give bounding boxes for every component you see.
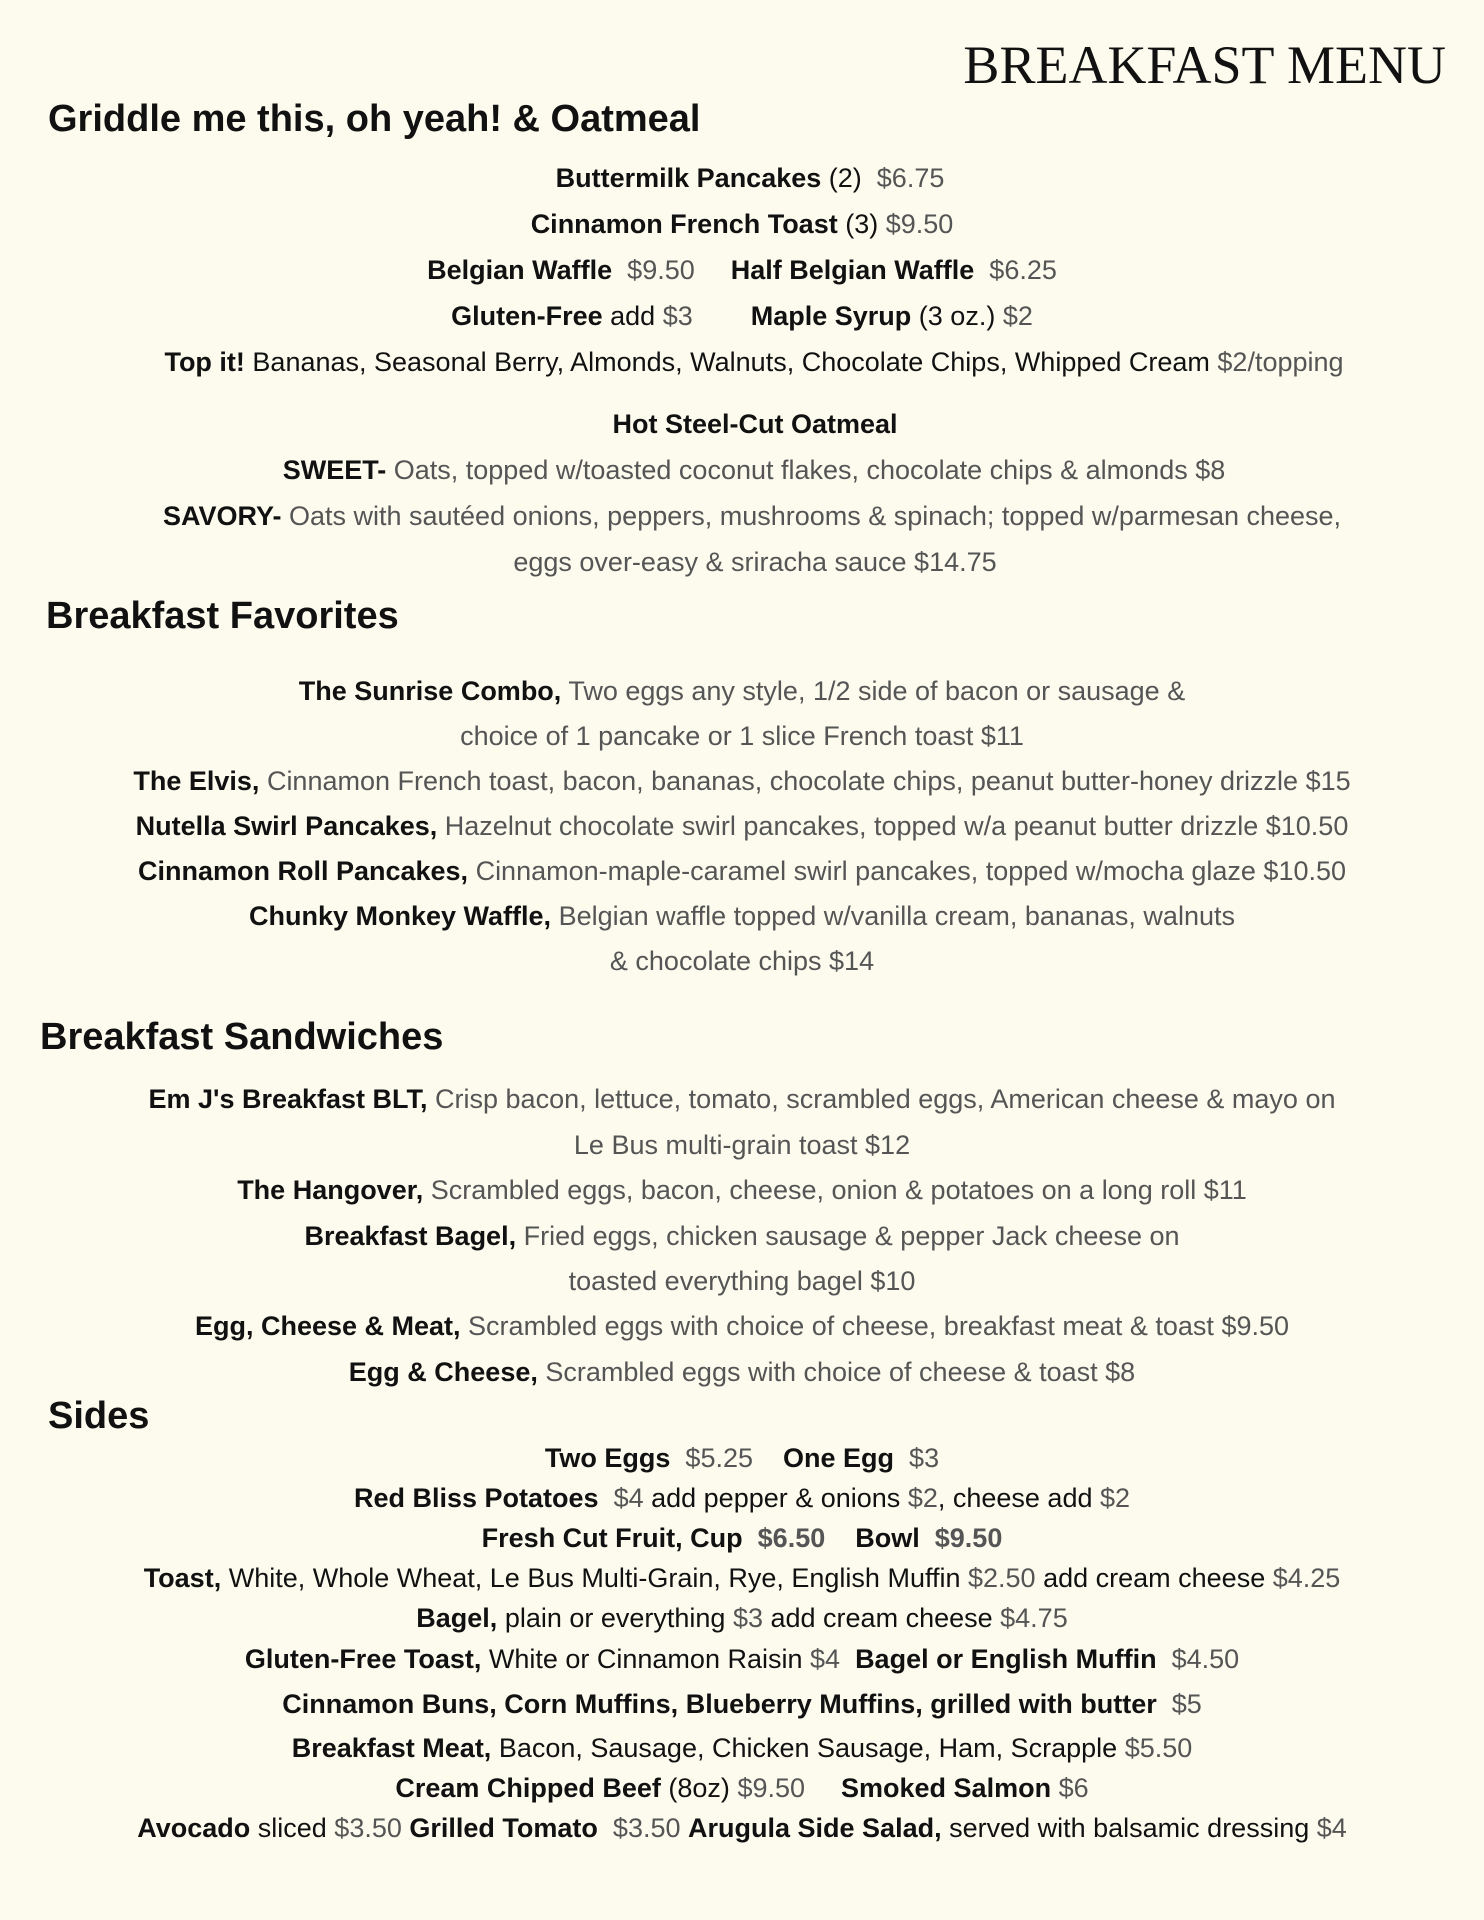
item-price: $3	[909, 1443, 940, 1473]
item-name: Maple Syrup	[750, 301, 912, 331]
item-name: Gluten-Free Toast,	[244, 1644, 482, 1674]
item-price: $2	[1002, 301, 1033, 331]
item-name: SAVORY-	[162, 501, 282, 531]
item-blt	[0, 1084, 1484, 1115]
item-name: Smoked Salmon	[841, 1773, 1052, 1803]
item-name: One Egg	[783, 1443, 895, 1473]
item-price: $2	[1099, 1483, 1131, 1513]
item-name: Top it!	[164, 347, 245, 377]
item-price: $6	[1058, 1773, 1089, 1803]
item-egg-cheese-meat	[0, 1311, 1484, 1342]
item-name: The Elvis,	[133, 766, 260, 796]
item-text: White, Whole Wheat, Le Bus Multi-Grain, Rye, English Muffin	[221, 1563, 968, 1593]
item-name: Two Eggs	[544, 1443, 671, 1473]
item-name: Cinnamon French Toast	[530, 209, 838, 239]
item-desc: eggs over-easy & sriracha sauce $14.75	[513, 547, 997, 577]
item-name: Avocado	[137, 1813, 251, 1843]
item-desc: Scrambled eggs with choice of cheese & toast $8	[537, 1357, 1136, 1387]
item-sweet-oatmeal	[12, 455, 1484, 486]
item-desc: toasted everything bagel $10	[568, 1266, 916, 1296]
item-elvis	[0, 766, 1484, 797]
item-name: Bagel or English Muffin	[855, 1644, 1157, 1674]
item-savory-oatmeal-cont	[13, 547, 1484, 578]
item-fruit	[0, 1523, 1484, 1554]
item-qty: (3 oz.)	[911, 301, 1003, 331]
item-name: Egg, Cheese & Meat,	[194, 1311, 461, 1341]
item-desc: Two eggs any style, 1/2 side of bacon or sausage &	[561, 676, 1186, 706]
item-potatoes	[0, 1483, 1484, 1514]
item-price: $4	[613, 1483, 644, 1513]
item-price: $9.50	[885, 209, 954, 239]
item-price: $3.50	[612, 1813, 681, 1843]
item-sunrise-combo-cont	[0, 721, 1484, 752]
item-text: sliced	[250, 1813, 335, 1843]
item-cinnamon-roll	[0, 856, 1484, 887]
item-price: $4.50	[1171, 1644, 1240, 1674]
section-sides: Sides	[48, 1395, 150, 1437]
item-name: Breakfast Meat,	[291, 1733, 492, 1763]
item-name: Em J's Breakfast BLT,	[148, 1084, 428, 1114]
item-avocado-tomato-salad	[0, 1813, 1484, 1844]
item-name: Cinnamon Roll Pancakes,	[137, 856, 469, 886]
item-breakfast-bagel	[0, 1221, 1484, 1252]
item-desc: Cinnamon-maple-caramel swirl pancakes, topped w/mocha glaze $10.50	[468, 856, 1347, 886]
section-favorites: Breakfast Favorites	[46, 595, 399, 637]
item-name: Fresh Cut Fruit, Cup	[481, 1523, 743, 1553]
item-price: $5	[1171, 1689, 1202, 1719]
item-text: plain or everything	[497, 1603, 733, 1633]
item-price: $6.75	[876, 163, 945, 193]
item-text: add cream cheese	[1035, 1563, 1273, 1593]
item-beef-salmon	[0, 1773, 1484, 1804]
item-name: Hot Steel-Cut Oatmeal	[612, 409, 898, 439]
item-qty: (2)	[821, 163, 862, 193]
item-text: add cream cheese	[763, 1603, 1001, 1633]
item-price: $4	[1316, 1813, 1347, 1843]
item-price: $6.50	[757, 1523, 826, 1553]
item-name: Breakfast Bagel,	[304, 1221, 517, 1251]
item-gf-toast	[0, 1644, 1484, 1675]
item-toast	[0, 1563, 1484, 1594]
item-text: Bacon, Sausage, Chicken Sausage, Ham, Scrapple	[491, 1733, 1125, 1763]
section-griddle: Griddle me this, oh yeah! & Oatmeal	[48, 98, 701, 140]
item-price: $5.50	[1124, 1733, 1193, 1763]
item-hangover	[0, 1175, 1484, 1206]
item-name: The Hangover,	[237, 1175, 424, 1205]
item-name: Buttermilk Pancakes	[555, 163, 822, 193]
item-name: Cinnamon Buns, Corn Muffins, Blueberry Muffins, grilled with butter	[282, 1689, 1157, 1719]
item-price: $2	[907, 1483, 938, 1513]
item-desc: Oats, topped w/toasted coconut flakes, chocolate chips & almonds $8	[386, 455, 1226, 485]
item-name: Grilled Tomato	[409, 1813, 598, 1843]
item-price: $2/topping	[1217, 347, 1344, 377]
item-name: Red Bliss Potatoes	[353, 1483, 599, 1513]
item-price: $2.50	[968, 1563, 1036, 1593]
item-buttermilk-pancakes	[8, 163, 1484, 194]
item-waffles	[0, 255, 1484, 286]
item-price: $9.50	[627, 255, 695, 285]
item-name: Egg & Cheese,	[348, 1357, 538, 1387]
item-text: , cheese add	[937, 1483, 1100, 1513]
item-breakfast-bagel-cont	[0, 1266, 1484, 1297]
oatmeal-title	[13, 409, 1484, 440]
item-eggs	[0, 1443, 1484, 1474]
menu-title: BREAKFAST MENU	[963, 35, 1446, 95]
item-qty: (3)	[837, 209, 879, 239]
item-name: Cream Chipped Beef	[395, 1773, 661, 1803]
item-chunky-monkey	[0, 901, 1484, 932]
item-price: $4.25	[1272, 1563, 1341, 1593]
item-price: $4.75	[1000, 1603, 1068, 1633]
item-price: $9.50	[934, 1523, 1003, 1553]
item-name: Chunky Monkey Waffle,	[249, 901, 552, 931]
item-top-it	[12, 347, 1484, 378]
item-sunrise-combo	[0, 676, 1484, 707]
item-name: Nutella Swirl Pancakes,	[135, 811, 438, 841]
item-desc: choice of 1 pancake or 1 slice French toast $11	[460, 721, 1024, 751]
item-desc: Fried eggs, chicken sausage & pepper Jack cheese on	[516, 1221, 1180, 1251]
item-desc: Le Bus multi-grain toast $12	[573, 1130, 911, 1160]
item-desc: Crisp bacon, lettuce, tomato, scrambled eggs, American cheese & mayo on	[427, 1084, 1336, 1114]
item-price: $3	[732, 1603, 763, 1633]
item-price: $6.25	[989, 255, 1057, 285]
item-name: The Sunrise Combo,	[298, 676, 562, 706]
item-desc: Hazelnut chocolate swirl pancakes, topped w/a peanut butter drizzle $10.50	[437, 811, 1349, 841]
item-price: $3	[662, 301, 693, 331]
item-price: $3.50	[334, 1813, 402, 1843]
item-egg-cheese	[0, 1357, 1484, 1388]
item-name: Arugula Side Salad,	[688, 1813, 942, 1843]
item-price: $9.50	[737, 1773, 806, 1803]
item-desc: Cinnamon French toast, bacon, bananas, chocolate chips, peanut butter-honey drizzle $15	[259, 766, 1351, 796]
item-desc: Belgian waffle topped w/vanilla cream, bananas, walnuts	[551, 901, 1235, 931]
item-text: White or Cinnamon Raisin	[481, 1644, 810, 1674]
item-name: Gluten-Free	[451, 301, 603, 331]
item-blt-cont	[0, 1130, 1484, 1161]
item-cinnamon-french-toast	[0, 209, 1484, 240]
item-name: Belgian Waffle	[427, 255, 613, 285]
item-breakfast-meat	[0, 1733, 1484, 1764]
item-text: add pepper & onions	[643, 1483, 908, 1513]
item-name: Bagel,	[416, 1603, 498, 1633]
section-sandwiches: Breakfast Sandwiches	[40, 1016, 444, 1058]
item-desc: Scrambled eggs with choice of cheese, breakfast meat & toast $9.50	[460, 1311, 1290, 1341]
item-text: served with balsamic dressing	[941, 1813, 1317, 1843]
item-name: SWEET-	[282, 455, 387, 485]
item-gf-syrup	[0, 301, 1484, 332]
item-price: $5.25	[685, 1443, 753, 1473]
item-buns	[0, 1689, 1484, 1720]
item-text: Bananas, Seasonal Berry, Almonds, Walnuts, Chocolate Chips, Whipped Cream	[244, 347, 1218, 377]
item-text: add	[602, 301, 663, 331]
item-name: Half Belgian Waffle	[730, 255, 975, 285]
item-name: Toast,	[143, 1563, 222, 1593]
item-price: $4	[810, 1644, 841, 1674]
item-chunky-monkey-cont	[0, 946, 1484, 977]
item-desc: Oats with sautéed onions, peppers, mushrooms & spinach; topped w/parmesan cheese,	[281, 501, 1342, 531]
item-desc: & chocolate chips $14	[609, 946, 875, 976]
item-savory-oatmeal	[10, 501, 1484, 532]
item-name: Bowl	[855, 1523, 920, 1553]
item-desc: Scrambled eggs, bacon, cheese, onion & potatoes on a long roll $11	[423, 1175, 1247, 1205]
item-bagel-side	[0, 1603, 1484, 1634]
item-qty: (8oz)	[660, 1773, 738, 1803]
item-nutella	[0, 811, 1484, 842]
